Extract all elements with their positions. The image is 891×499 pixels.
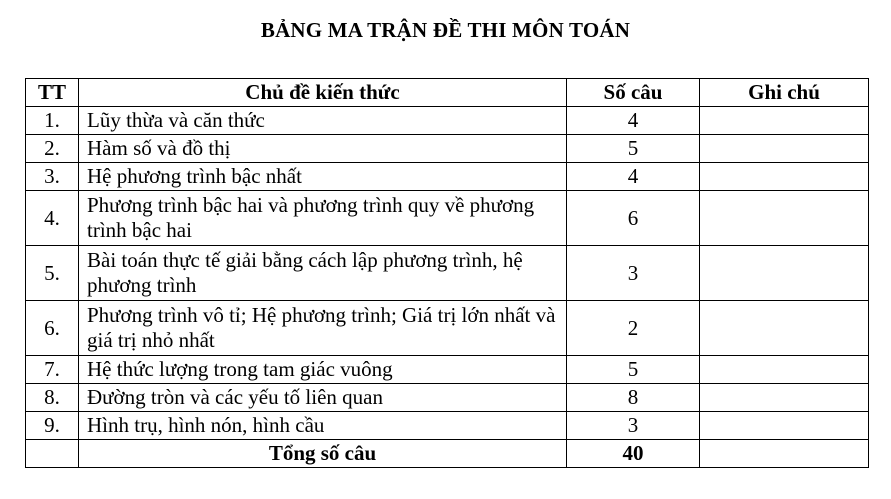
row-number: 8. bbox=[26, 384, 79, 412]
total-row bbox=[26, 440, 869, 468]
row-topic: Đường tròn và các yếu tố liên quan bbox=[79, 384, 567, 412]
document-title: BẢNG MA TRẬN ĐỀ THI MÔN TOÁN bbox=[260, 18, 631, 42]
header-tt: TT bbox=[26, 79, 79, 107]
row-topic: Bài toán thực tế giải bằng cách lập phương trình, hệ phương trình bbox=[79, 246, 567, 301]
row-count: 6 bbox=[567, 191, 700, 246]
exam-matrix-table bbox=[25, 78, 869, 468]
row-count: 3 bbox=[567, 246, 700, 301]
table-row bbox=[26, 107, 869, 135]
table-row bbox=[26, 191, 869, 246]
total-count: 40 bbox=[567, 440, 700, 468]
row-number: 1. bbox=[26, 107, 79, 135]
row-note bbox=[700, 412, 869, 440]
row-note bbox=[700, 107, 869, 135]
row-count: 5 bbox=[567, 356, 700, 384]
row-note bbox=[700, 384, 869, 412]
total-label: Tổng số câu bbox=[79, 440, 567, 468]
row-number: 2. bbox=[26, 135, 79, 163]
row-note bbox=[700, 246, 869, 301]
row-count: 3 bbox=[567, 412, 700, 440]
total-note-cell bbox=[700, 440, 869, 468]
row-topic: Hình trụ, hình nón, hình cầu bbox=[79, 412, 567, 440]
row-note bbox=[700, 191, 869, 246]
row-note bbox=[700, 356, 869, 384]
row-count: 2 bbox=[567, 301, 700, 356]
table-row bbox=[26, 356, 869, 384]
row-topic: Phương trình vô tỉ; Hệ phương trình; Giá trị lớn nhất và giá trị nhỏ nhất bbox=[79, 301, 567, 356]
table-row bbox=[26, 384, 869, 412]
header-topic: Chủ đề kiến thức bbox=[79, 79, 567, 107]
row-note bbox=[700, 135, 869, 163]
row-number: 5. bbox=[26, 246, 79, 301]
row-number: 6. bbox=[26, 301, 79, 356]
total-number-cell bbox=[26, 440, 79, 468]
header-count: Số câu bbox=[567, 79, 700, 107]
table-row bbox=[26, 246, 869, 301]
row-number: 7. bbox=[26, 356, 79, 384]
row-count: 8 bbox=[567, 384, 700, 412]
row-topic: Hệ phương trình bậc nhất bbox=[79, 163, 567, 191]
row-topic: Lũy thừa và căn thức bbox=[79, 107, 567, 135]
table-header-row bbox=[26, 79, 869, 107]
table-row bbox=[26, 163, 869, 191]
row-number: 4. bbox=[26, 191, 79, 246]
row-topic: Hàm số và đồ thị bbox=[79, 135, 567, 163]
row-count: 5 bbox=[567, 135, 700, 163]
row-note bbox=[700, 301, 869, 356]
row-count: 4 bbox=[567, 107, 700, 135]
row-topic: Phương trình bậc hai và phương trình quy về phương trình bậc hai bbox=[79, 191, 567, 246]
row-topic: Hệ thức lượng trong tam giác vuông bbox=[79, 356, 567, 384]
row-number: 3. bbox=[26, 163, 79, 191]
row-count: 4 bbox=[567, 163, 700, 191]
row-number: 9. bbox=[26, 412, 79, 440]
header-note: Ghi chú bbox=[700, 79, 869, 107]
table-row bbox=[26, 135, 869, 163]
table-row bbox=[26, 301, 869, 356]
table-row bbox=[26, 412, 869, 440]
row-note bbox=[700, 163, 869, 191]
